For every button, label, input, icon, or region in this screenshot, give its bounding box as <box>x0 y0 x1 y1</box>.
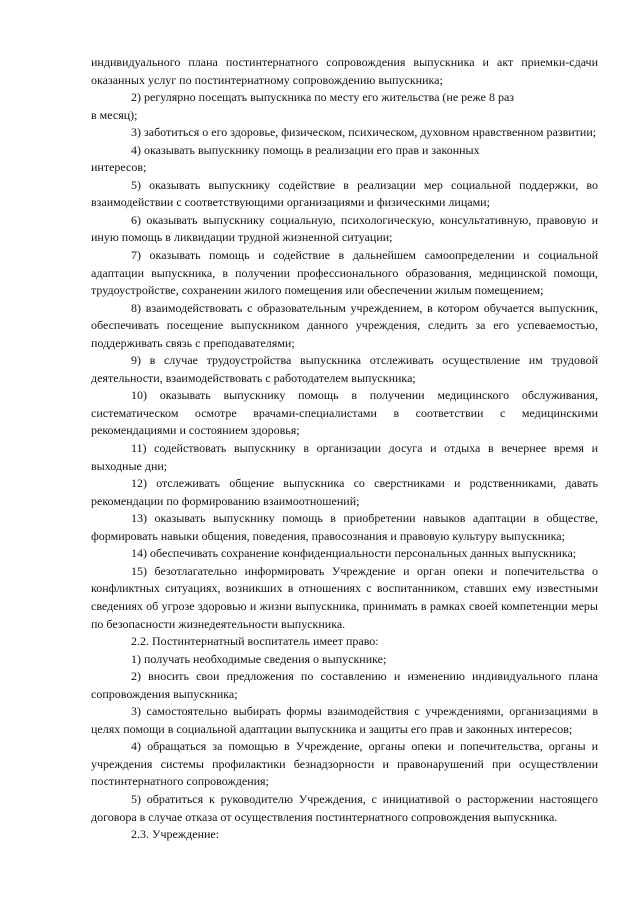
paragraph: 9) в случае трудоустройства выпускника отслеживать осуществление им трудовой деятельности, взаимодействовать с работодателем выпускника; <box>91 353 598 385</box>
paragraph: 3) заботиться о его здоровье, физическом, психическом, духовном нравственном развитии; <box>131 125 597 140</box>
paragraph: 1) получать необходимые сведения о выпускнике; <box>131 651 387 666</box>
section-heading: 2.3. Учреждение: <box>131 827 220 842</box>
paragraph: 6) оказывать выпускнику социальную, психологическую, консультативную, правовую и иную помощь в ликвидации трудной жизненной ситуации; <box>91 212 598 245</box>
paragraph: интересов; <box>91 160 147 175</box>
paragraph: 5) обратиться к руководителю Учреждения, с инициативой о расторжении настоящего договора в случае отказа от осуществления постинтернатного сопровождения выпускника. <box>91 791 598 824</box>
paragraph: 2) вносить свои предложения по составлению и изменению индивидуального плана сопровождения выпускника; <box>91 669 598 701</box>
paragraph: 11) содействовать выпускнику в организации досуга и отдыха в вечернее время и выходные дни; <box>91 441 598 473</box>
section-heading: 2.2. Постинтернатный воспитатель имеет право: <box>131 634 379 649</box>
paragraph: 14) обеспечивать сохранение конфиденциальности персональных данных выпускника; <box>131 546 577 561</box>
paragraph: 4) оказывать выпускнику помощь в реализации его прав и законных <box>131 142 480 157</box>
paragraph: индивидуального плана постинтернатного сопровождения выпускника и акт приемки-сдачи оказанных услуг по постинтернатному сопровождению выпускника; <box>91 55 598 87</box>
paragraph: 2) регулярно посещать выпускника по месту его жительства (не реже 8 раз <box>131 90 515 105</box>
paragraph: 4) обращаться за помощью в Учреждение, органы опеки и попечительства, органы и учреждения системы профилактики безнадзорности и правонарушений при осуществлении постинтернатного сопровождения; <box>91 739 598 789</box>
paragraph: в месяц); <box>91 107 138 122</box>
paragraph: 3) самостоятельно выбирать формы взаимодействия с учреждениями, организациями в целях помощи в социальной адаптации выпускника и защиты его прав и законных интересов; <box>91 704 598 736</box>
paragraph: 10) оказывать выпускнику помощь в получении медицинского обслуживания, систематическом осмотре врачами-специалистами в соответствии с медицинскими рекомендациями и состоянием здоровья; <box>91 388 598 438</box>
document-body <box>91 54 598 844</box>
paragraph: 13) оказывать выпускнику помощь в приобретении навыков адаптации в обществе, формировать навыки общения, поведения, правосознания и правовую культуру выпускника; <box>91 511 598 543</box>
paragraph: 8) взаимодействовать с образовательным учреждением, в котором обучается выпускник, обеспечивать посещение выпускником данного учреждения, следить за его успеваемостью, поддерживать связь с преподавателями; <box>91 300 598 350</box>
paragraph: 12) отслеживать общение выпускника со сверстниками и родственниками, давать рекомендации по формированию взаимоотношений; <box>91 476 598 508</box>
paragraph: 7) оказывать помощь и содействие в дальнейшем самоопределении и социальной адаптации выпускника, в получении профессионального образования, медицинской помощи, трудоустройстве, сохранении жилого помещения или обеспечении жилым помещением; <box>91 248 598 298</box>
paragraph: 5) оказывать выпускнику содействие в реализации мер социальной поддержки, во взаимодействии с соответствующими организациями и физическими лицами; <box>91 177 598 210</box>
paragraph: 15) безотлагательно информировать Учреждение и орган опеки и попечительства о конфликтных ситуациях, возникших в отношениях с воспитанником, ставших ему известными сведениях об угрозе здоровью и жизни выпускника, принимать в рамках своей компетенции меры по безопасности жизнедеятельности выпускника. <box>91 563 598 631</box>
